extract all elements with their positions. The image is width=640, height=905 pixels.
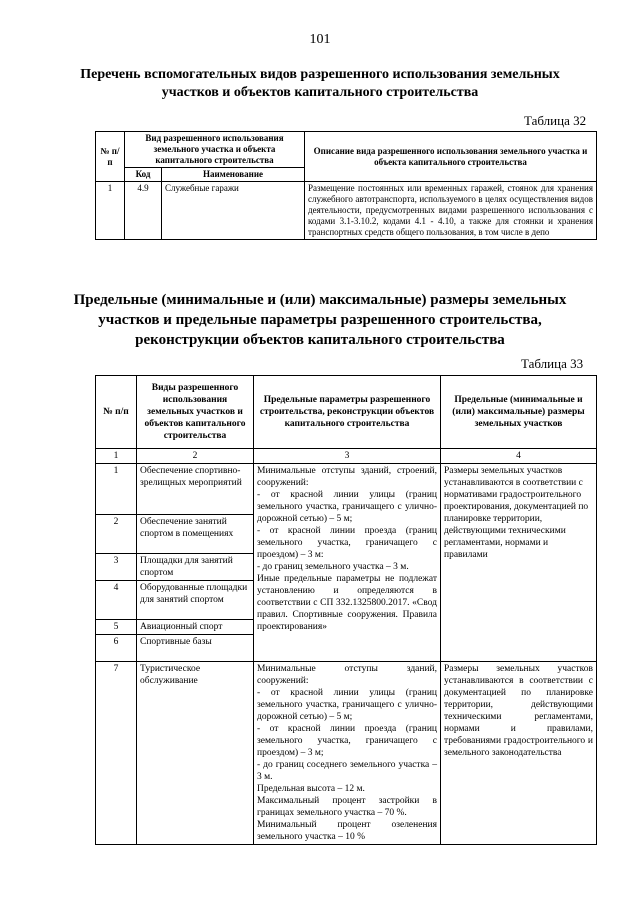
t33-row7-params [254, 662, 441, 845]
t33-param-line: - от красной линии улицы (границ земельного участка, граничащего с улично-дорожной сетью) – 5 м; [257, 688, 437, 722]
t33-param-line: Предельная высота – 12 м. [257, 784, 365, 794]
table33-caption: Таблица 33 [521, 356, 584, 371]
table-row [96, 182, 597, 240]
t33-group1-params [254, 464, 441, 662]
t32-header-num: № п/п [96, 132, 125, 182]
t32-header-code: Код [125, 168, 162, 182]
t32-header-group: Вид разрешенного использования земельного участка и объекта капитального строительства [125, 132, 305, 168]
table-33 [95, 375, 597, 845]
t33-param-line: - от красной линии проезда (границ земельного участка, граничащего с проездом) – 3 м; [257, 724, 437, 758]
t33-row4-num: 4 [96, 581, 137, 620]
t33-header-sizes: Предельные (минимальные и (или) максимальные) размеры земельных участков [441, 376, 597, 449]
t32-header-desc: Описание вида разрешенного использования земельного участка и объекта капитального строительства [305, 132, 597, 182]
t33-row2-num: 2 [96, 515, 137, 554]
t33-row5-kind: Авиационный спорт [137, 620, 254, 635]
heading-limits: Предельные (минимальные и (или) максимальные) размеры земельных участков и предельные параметры разрешенного строительства, реконструкции объектов капитального строительства [73, 292, 567, 348]
table32-caption: Таблица 32 [524, 113, 587, 128]
t33-param-line: - до границ земельного участка – 3 м. [257, 562, 409, 572]
table-row [96, 662, 597, 845]
t33-param-line: - от красной линии проезда (границ земельного участка, граничащего с проездом) – 3 м: [257, 526, 437, 560]
t33-header-params: Предельные параметры разрешенного строительства, реконструкции объектов капитального строительства [254, 376, 441, 449]
t32-cell-code: 4.9 [125, 182, 162, 240]
t33-row4-kind: Оборудованные площадки для занятий спортом [137, 581, 254, 620]
t33-row6-num: 6 [96, 635, 137, 662]
t33-row7-kind: Туристическое обслуживание [137, 662, 254, 845]
t33-header-kind: Виды разрешенного использования земельных участков и объектов капитального строительства [137, 376, 254, 449]
t33-row2-kind: Обеспечение занятий спортом в помещениях [137, 515, 254, 554]
t33-param-line: - от красной линии улицы (границ земельного участка, граничащего с улично-дорожной сетью) – 5 м; [257, 490, 437, 524]
t33-row6-kind: Спортивные базы [137, 635, 254, 662]
t32-cell-name: Служебные гаражи [162, 182, 305, 240]
t33-colnum-1: 1 [96, 449, 137, 464]
t33-row7-sizes: Размеры земельных участков устанавливаются в соответствии с документацией по планировке территории, действующими техническими регламентами, нормами и правилами, требованиями градостроительного и земельного законодательства [441, 662, 597, 845]
t33-param-line: Минимальные отступы зданий, сооружений: [257, 664, 437, 686]
t32-cell-num: 1 [96, 182, 125, 240]
t33-header-num: № п/п [96, 376, 137, 449]
table-row [96, 464, 597, 515]
t33-row3-kind: Площадки для занятий спортом [137, 554, 254, 581]
t33-param-line: - до границ соседнего земельного участка – 3 м. [257, 760, 437, 782]
t33-row7-num: 7 [96, 662, 137, 845]
t32-cell-desc: Размещение постоянных или временных гаражей, стоянок для хранения служебного автотранспорта, используемого в целях осуществления видов деятельности, предусмотренных видами разрешенного использования с кодами 3.1-3.10.2, кодами 4.1 - 4.10, а также для стоянки и хранения транспортных средств общего пользования, в том числе в депо [305, 182, 597, 240]
t33-row3-num: 3 [96, 554, 137, 581]
t33-group1-sizes: Размеры земельных участков устанавливаются в соответствии с нормативами градостроительного проектирования, документацией по планировке территории, действующими техническими регламентами, нормами и правилами [441, 464, 597, 662]
t33-colnum-4: 4 [441, 449, 597, 464]
t33-colnum-3: 3 [254, 449, 441, 464]
page-number: 101 [309, 32, 331, 47]
t33-param-line: Иные предельные параметры не подлежат установлению и определяются в соответствии с СП 332.1325800.2017. «Свод правил. Спортивные сооружения. Правила проектирования» [257, 574, 437, 632]
heading-auxiliary-uses: Перечень вспомогательных видов разрешенного использования земельных участков и объектов капитального строительства [80, 67, 560, 100]
t33-row1-kind: Обеспечение спортивно-зрелищных мероприятий [137, 464, 254, 515]
t33-colnum-2: 2 [137, 449, 254, 464]
t33-param-line: Максимальный процент застройки в границах земельного участка – 70 %. [257, 796, 437, 818]
table-32 [95, 131, 597, 240]
t33-param-line: Минимальные отступы зданий, строений, сооружений: [257, 466, 437, 488]
t33-row1-num: 1 [96, 464, 137, 515]
t33-row5-num: 5 [96, 620, 137, 635]
t33-param-line: Минимальный процент озеленения земельного участка – 10 % [257, 820, 437, 842]
t32-header-name: Наименование [162, 168, 305, 182]
